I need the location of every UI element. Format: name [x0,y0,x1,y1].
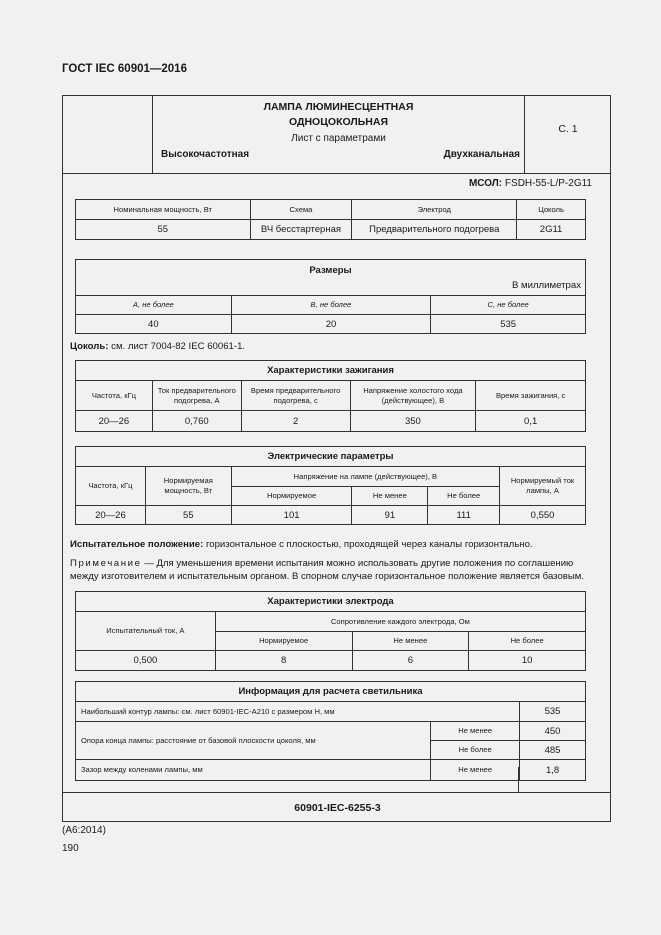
lum-row2-min-value: 450 [520,722,586,741]
electrode-header-resistance: Сопротивление каждого электрода, Ом [215,612,585,632]
msol-line [380,178,592,189]
dimensions-title-cell [76,260,586,296]
msol-label: МСОЛ: [468,178,503,189]
remark-line-2: между изготовителем и испытательным органом. В спорном случае горизонтальное положение является базовым. [70,571,585,582]
dim-header-c: C, не более [431,296,586,315]
electrode-sub-max: Не более [469,632,586,651]
electrode-sub-min: Не менее [352,632,469,651]
el-header-voltage: Напряжение на лампе (действующее), В [231,467,499,487]
type-left: Высокочастотная [161,149,250,160]
dim-value-a: 40 [76,315,232,334]
test-position [70,539,533,550]
el-sub-min: Не менее [352,487,428,506]
lum-row2-min-label: Не менее [431,722,520,741]
dim-value-b: 20 [231,315,431,334]
el-header-freq: Частота, кГц [76,467,146,506]
electrical-title: Электрические параметры [76,447,586,467]
dimensions-unit: В миллиметрах [511,280,581,291]
el-sub-nominal: Нормируемое [231,487,352,506]
ign-value-preheat-current: 0,760 [152,411,241,432]
electrical-table [75,446,586,525]
ignition-title: Характеристики зажигания [76,361,586,381]
ign-value-freq: 20—26 [76,411,153,432]
amendment-note: (А6:2014) [62,825,106,836]
el-header-power: Нормируемая мощность, Вт [145,467,231,506]
value-circuit: ВЧ бесстартерная [250,220,352,240]
title-line-1: ЛАМПА ЛЮМИНЕСЦЕНТНАЯ [263,101,414,113]
electrode-title: Характеристики электрода [76,592,586,612]
dim-header-b: B, не более [231,296,431,315]
electrode-sub-nominal: Нормируемое [215,632,352,651]
ign-header-preheat-current: Ток предварительного подогрева, А [152,381,241,411]
header-circuit: Схема [250,200,352,220]
type-right: Двухканальная [443,149,520,160]
lum-row3-value: 1,8 [520,760,586,781]
dimensions-table [75,259,586,334]
remark-label: Примечание [70,558,142,569]
header-power: Номинальная мощность, Вт [76,200,251,220]
ign-value-ocv: 350 [350,411,476,432]
test-position-label: Испытательное положение: [70,539,204,550]
electrode-value-min: 6 [352,651,469,671]
title-bottom-line [62,173,611,174]
dimensions-title: Размеры [309,265,352,276]
lum-row2-label: Опора конца лампы: расстояние от базовой плоскости цоколя, мм [76,722,431,760]
el-value-nominal: 101 [231,506,352,525]
ignition-table [75,360,586,432]
title-line-2: ОДНОЦОКОЛЬНАЯ [288,116,389,128]
electrode-header-current: Испытательный ток, А [76,612,216,651]
electrode-value-nominal: 8 [215,651,352,671]
header-cap: Цоколь [517,200,586,220]
page-ref: С. 1 [558,123,578,135]
value-electrode: Предварительного подогрева [352,220,517,240]
sheet-title [153,100,524,130]
ign-header-ignition-time: Время зажигания, с [476,381,586,411]
el-value-power: 55 [145,506,231,525]
luminaire-table [75,681,586,781]
sheet-code: 60901-IEC-6255-3 [294,802,381,814]
lum-row2-max-label: Не более [431,741,520,760]
electrode-value-max: 10 [469,651,586,671]
el-value-current: 0,550 [500,506,586,525]
ign-header-preheat-time: Время предварительного подогрева, с [241,381,350,411]
sheet-subtitle: Лист с параметрами [291,133,386,144]
dim-value-c: 535 [431,315,586,334]
ign-header-ocv: Напряжение холостого хода (действующее), В [350,381,476,411]
lum-row2-max-value: 485 [520,741,586,760]
remark [70,557,600,583]
electrode-value-current: 0,500 [76,651,216,671]
main-params-table [75,199,586,240]
msol-value: FSDH-55-L/P-2G11 [504,178,592,189]
cap-note-label: Цоколь: [70,341,109,352]
dim-header-a: A, не более [76,296,232,315]
el-value-min: 91 [352,506,428,525]
remark-text-1: — Для уменьшения времени испытания можно использовать другие положения по соглашению [144,558,574,569]
lum-row1-label: Наибольший контур лампы: см. лист 60901-IEC-A210 с размером H, мм [76,702,520,722]
lum-row3-label: Зазор между коленами лампы, мм [76,760,431,781]
ign-header-freq: Частота, кГц [76,381,153,411]
ign-value-ignition-time: 0,1 [476,411,586,432]
el-value-freq: 20—26 [76,506,146,525]
el-header-current: Нормируемый ток лампы, А [500,467,586,506]
test-position-text: горизонтальное с плоскостью, проходящей через каналы горизонтально. [205,539,533,550]
ign-value-preheat-time: 2 [241,411,350,432]
remark-line-1 [70,557,600,570]
lum-row1-value: 535 [520,702,586,722]
value-power: 55 [76,220,251,240]
luminaire-title: Информация для расчета светильника [76,682,586,702]
electrode-table [75,591,586,671]
page-number: 190 [62,843,79,854]
cap-note-text: см. лист 7004-82 IEC 60061-1. [111,341,246,352]
footer-top-line [62,792,611,793]
lum-row3-qual: Не менее [431,760,520,781]
header-electrode: Электрод [352,200,517,220]
el-sub-max: Не более [428,487,500,506]
cap-note [70,341,245,352]
value-cap: 2G11 [517,220,586,240]
document-id: ГОСТ IEC 60901—2016 [62,63,187,75]
el-value-max: 111 [428,506,500,525]
